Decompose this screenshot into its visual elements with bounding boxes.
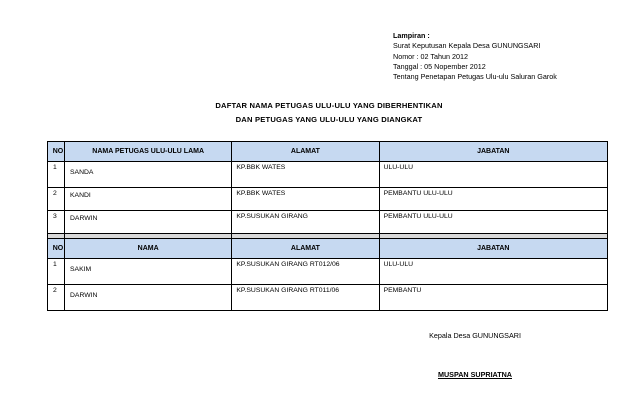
lampiran-title: Lampiran : xyxy=(393,31,430,40)
signature-name: MUSPAN SUPRIATNA xyxy=(437,370,512,379)
lampiran-line-date: Tanggal : 05 Nopember 2012 xyxy=(393,61,486,71)
lampiran-line-subject: Tentang Penetapan Petugas Ulu-ulu Saluran Garok xyxy=(393,72,557,82)
cell-alamat: KP.SUSUKAN GIRANG RT012/06 xyxy=(232,259,379,285)
lampiran-line-decree: Surat Keputusan Kepala Desa GUNUNGSARI xyxy=(393,41,541,51)
table-header-row xyxy=(48,239,608,259)
cell-nama: SANDA xyxy=(65,162,232,188)
header-jabatan: JABATAN xyxy=(379,142,607,162)
cell-jabatan: PEMBANTU xyxy=(379,285,607,311)
table-header-row xyxy=(48,142,608,162)
cell-no: 1 xyxy=(48,259,65,285)
cell-jabatan: ULU-ULU xyxy=(379,162,607,188)
header-no: NO xyxy=(48,142,65,162)
cell-alamat: KP.BBK WATES xyxy=(232,188,379,211)
signature-title: Kepala Desa GUNUNGSARI xyxy=(429,331,521,340)
cell-no: 2 xyxy=(48,188,65,211)
table-row xyxy=(48,188,608,211)
lampiran-line-number: Nomor : 02 Tahun 2012 xyxy=(393,51,468,61)
cell-no: 3 xyxy=(48,211,65,234)
table-row xyxy=(48,259,608,285)
document-heading-line1: DAFTAR NAMA PETUGAS ULU-ULU YANG DIBERHENTIKAN xyxy=(215,101,443,110)
header-no: NO xyxy=(48,239,65,259)
header-jabatan: JABATAN xyxy=(379,239,607,259)
table-row xyxy=(48,211,608,234)
table-dismissed-officers xyxy=(47,141,608,250)
lampiran-block xyxy=(393,31,633,82)
header-alamat: ALAMAT xyxy=(232,142,379,162)
cell-nama: DARWIN xyxy=(65,285,232,311)
cell-alamat: KP.SUSUKAN GIRANG xyxy=(232,211,379,234)
cell-nama: KANDI xyxy=(65,188,232,211)
cell-jabatan: ULU-ULU xyxy=(379,259,607,285)
cell-no: 1 xyxy=(48,162,65,188)
cell-alamat: KP.SUSUKAN GIRANG RT011/06 xyxy=(232,285,379,311)
cell-jabatan: PEMBANTU ULU-ULU xyxy=(379,211,607,234)
cell-nama: DARWIN xyxy=(65,211,232,234)
cell-jabatan: PEMBANTU ULU-ULU xyxy=(379,188,607,211)
cell-nama: SAKIM xyxy=(65,259,232,285)
table-row xyxy=(48,285,608,311)
document-heading-line2: DAN PETUGAS YANG ULU-ULU YANG DIANGKAT xyxy=(235,115,423,124)
header-alamat: ALAMAT xyxy=(232,239,379,259)
cell-alamat: KP.BBK WATES xyxy=(232,162,379,188)
cell-no: 2 xyxy=(48,285,65,311)
header-nama: NAMA xyxy=(65,239,232,259)
table-appointed-officers xyxy=(47,238,608,311)
table-row xyxy=(48,162,608,188)
header-nama: NAMA PETUGAS ULU-ULU LAMA xyxy=(65,142,232,162)
